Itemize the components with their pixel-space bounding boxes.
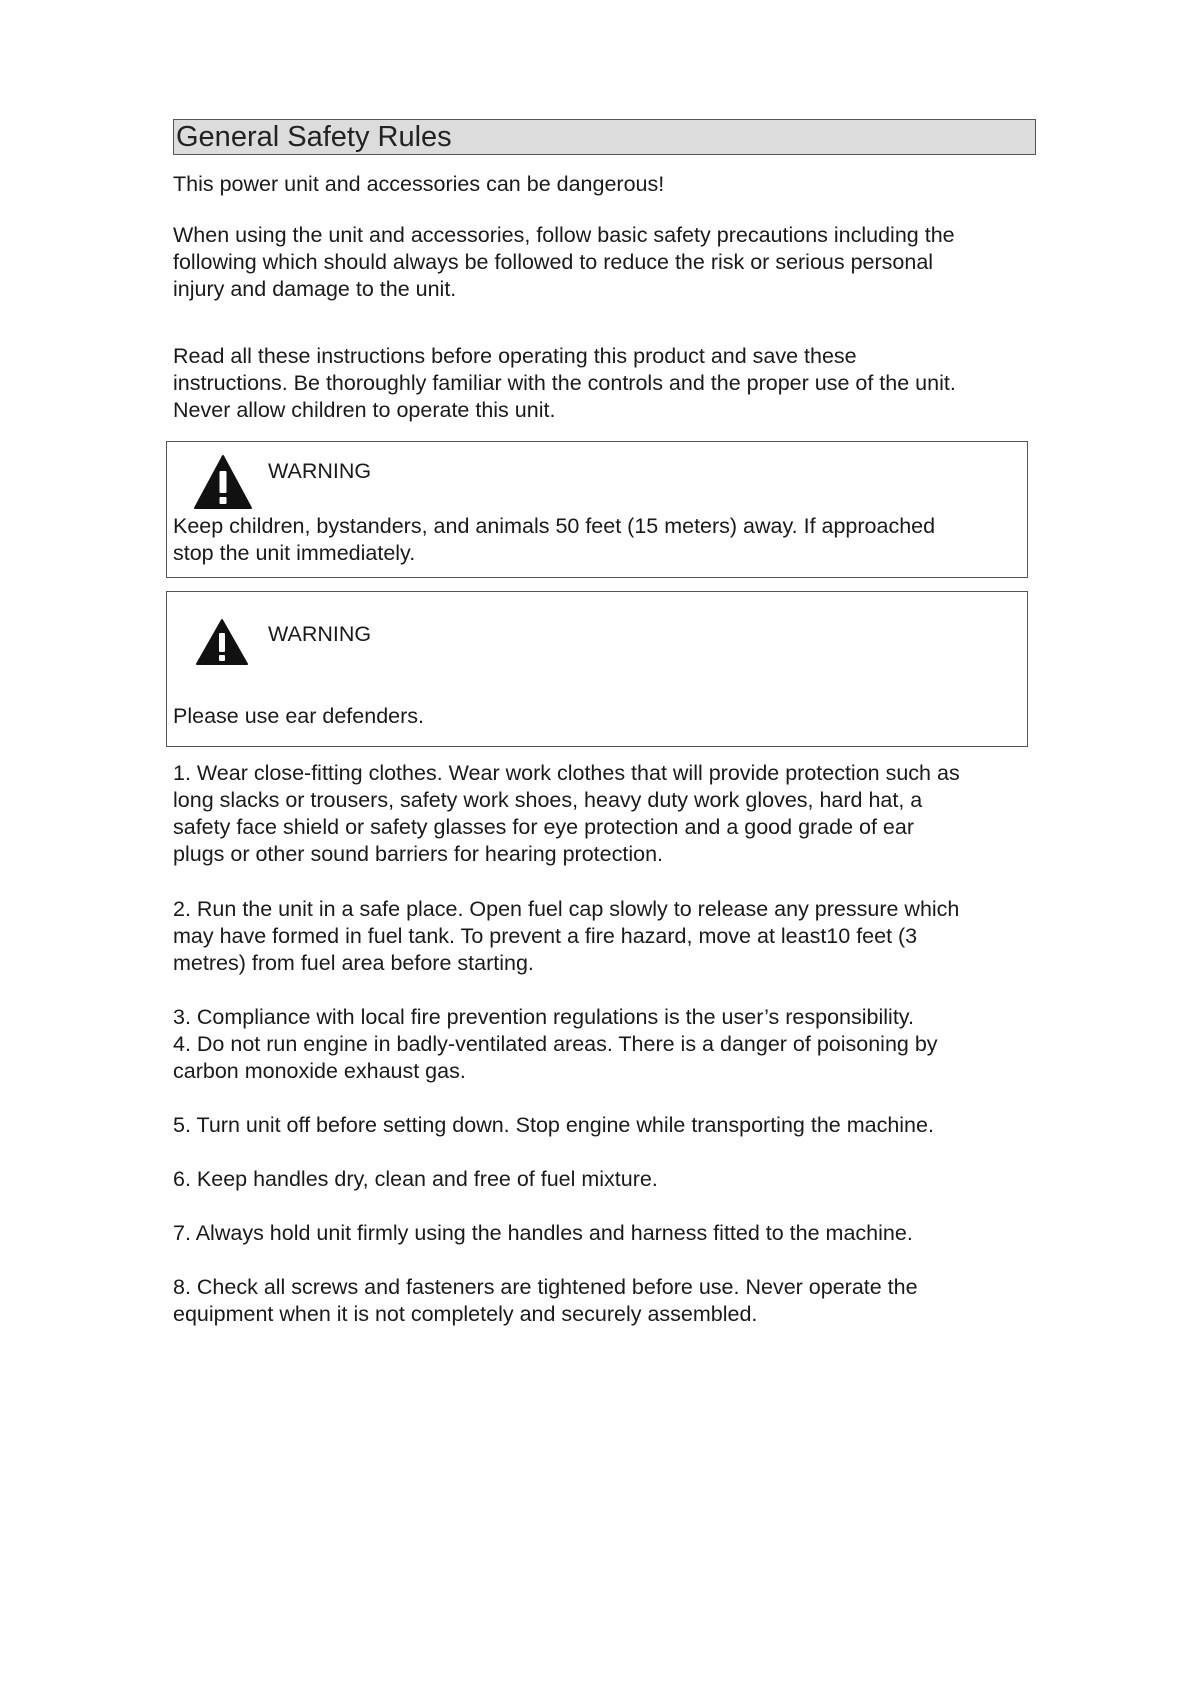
rule-item: [173, 1166, 1043, 1193]
paragraph-line: Read all these instructions before operating this product and save these: [173, 344, 857, 368]
warning-text: [173, 703, 424, 730]
rule-line: 2. Run the unit in a safe place. Open fuel cap slowly to release any pressure which: [173, 897, 960, 921]
warning-box-children: [166, 441, 1028, 578]
rule-line: 4. Do not run engine in badly-ventilated areas. There is a danger of poisoning by: [173, 1032, 938, 1056]
rule-line: plugs or other sound barriers for hearing protection.: [173, 842, 663, 866]
rule-line: 5. Turn unit off before setting down. Stop engine while transporting the machine.: [173, 1113, 934, 1137]
rule-item: [173, 1274, 1043, 1328]
rule-line: 8. Check all screws and fasteners are tightened before use. Never operate the: [173, 1275, 918, 1299]
rule-line: safety face shield or safety glasses for eye protection and a good grade of ear: [173, 815, 915, 839]
warning-line: stop the unit immediately.: [173, 541, 416, 565]
paragraph-line: instructions. Be thoroughly familiar with the controls and the proper use of the unit.: [173, 371, 956, 395]
warning-line: Please use ear defenders.: [173, 704, 424, 728]
rule-item: [173, 896, 1043, 977]
rule-line: long slacks or trousers, safety work shoes, heavy duty work gloves, hard hat, a: [173, 788, 923, 812]
paragraph-line: following which should always be followed to reduce the risk or serious personal: [173, 250, 934, 274]
intro-text: This power unit and accessories can be dangerous!: [173, 172, 665, 196]
precautions-paragraph: [173, 222, 1043, 303]
warning-triangle-icon: [195, 618, 249, 666]
rule-line: may have formed in fuel tank. To prevent a fire hazard, move at least10 feet (3: [173, 924, 918, 948]
paragraph-line: injury and damage to the unit.: [173, 277, 457, 301]
warning-box-ear-defenders: [166, 591, 1028, 747]
rule-line: 7. Always hold unit firmly using the handles and harness fitted to the machine.: [173, 1221, 913, 1245]
rule-item: [173, 1112, 1043, 1139]
rule-item: [173, 760, 1043, 868]
warning-label: WARNING: [268, 622, 372, 646]
rule-item: [173, 1004, 1043, 1085]
paragraph-line: Never allow children to operate this unit.: [173, 398, 556, 422]
warning-line: Keep children, bystanders, and animals 50 feet (15 meters) away. If approached: [173, 514, 936, 538]
read-instructions-paragraph: [173, 343, 1043, 424]
rule-item: [173, 1220, 1043, 1247]
warning-label: WARNING: [268, 459, 372, 483]
page-title: General Safety Rules: [173, 119, 1036, 155]
warning-triangle-icon: [193, 454, 253, 510]
rule-line: equipment when it is not completely and securely assembled.: [173, 1302, 758, 1326]
paragraph-line: When using the unit and accessories, follow basic safety precautions including the: [173, 223, 955, 247]
rule-line: metres) from fuel area before starting.: [173, 951, 534, 975]
rule-line: carbon monoxide exhaust gas.: [173, 1059, 466, 1083]
warning-text: [173, 513, 935, 567]
rule-line: 6. Keep handles dry, clean and free of fuel mixture.: [173, 1167, 658, 1191]
rule-line: 1. Wear close-fitting clothes. Wear work clothes that will provide protection such as: [173, 761, 960, 785]
rule-line: 3. Compliance with local fire prevention regulations is the user’s responsibility.: [173, 1005, 914, 1029]
